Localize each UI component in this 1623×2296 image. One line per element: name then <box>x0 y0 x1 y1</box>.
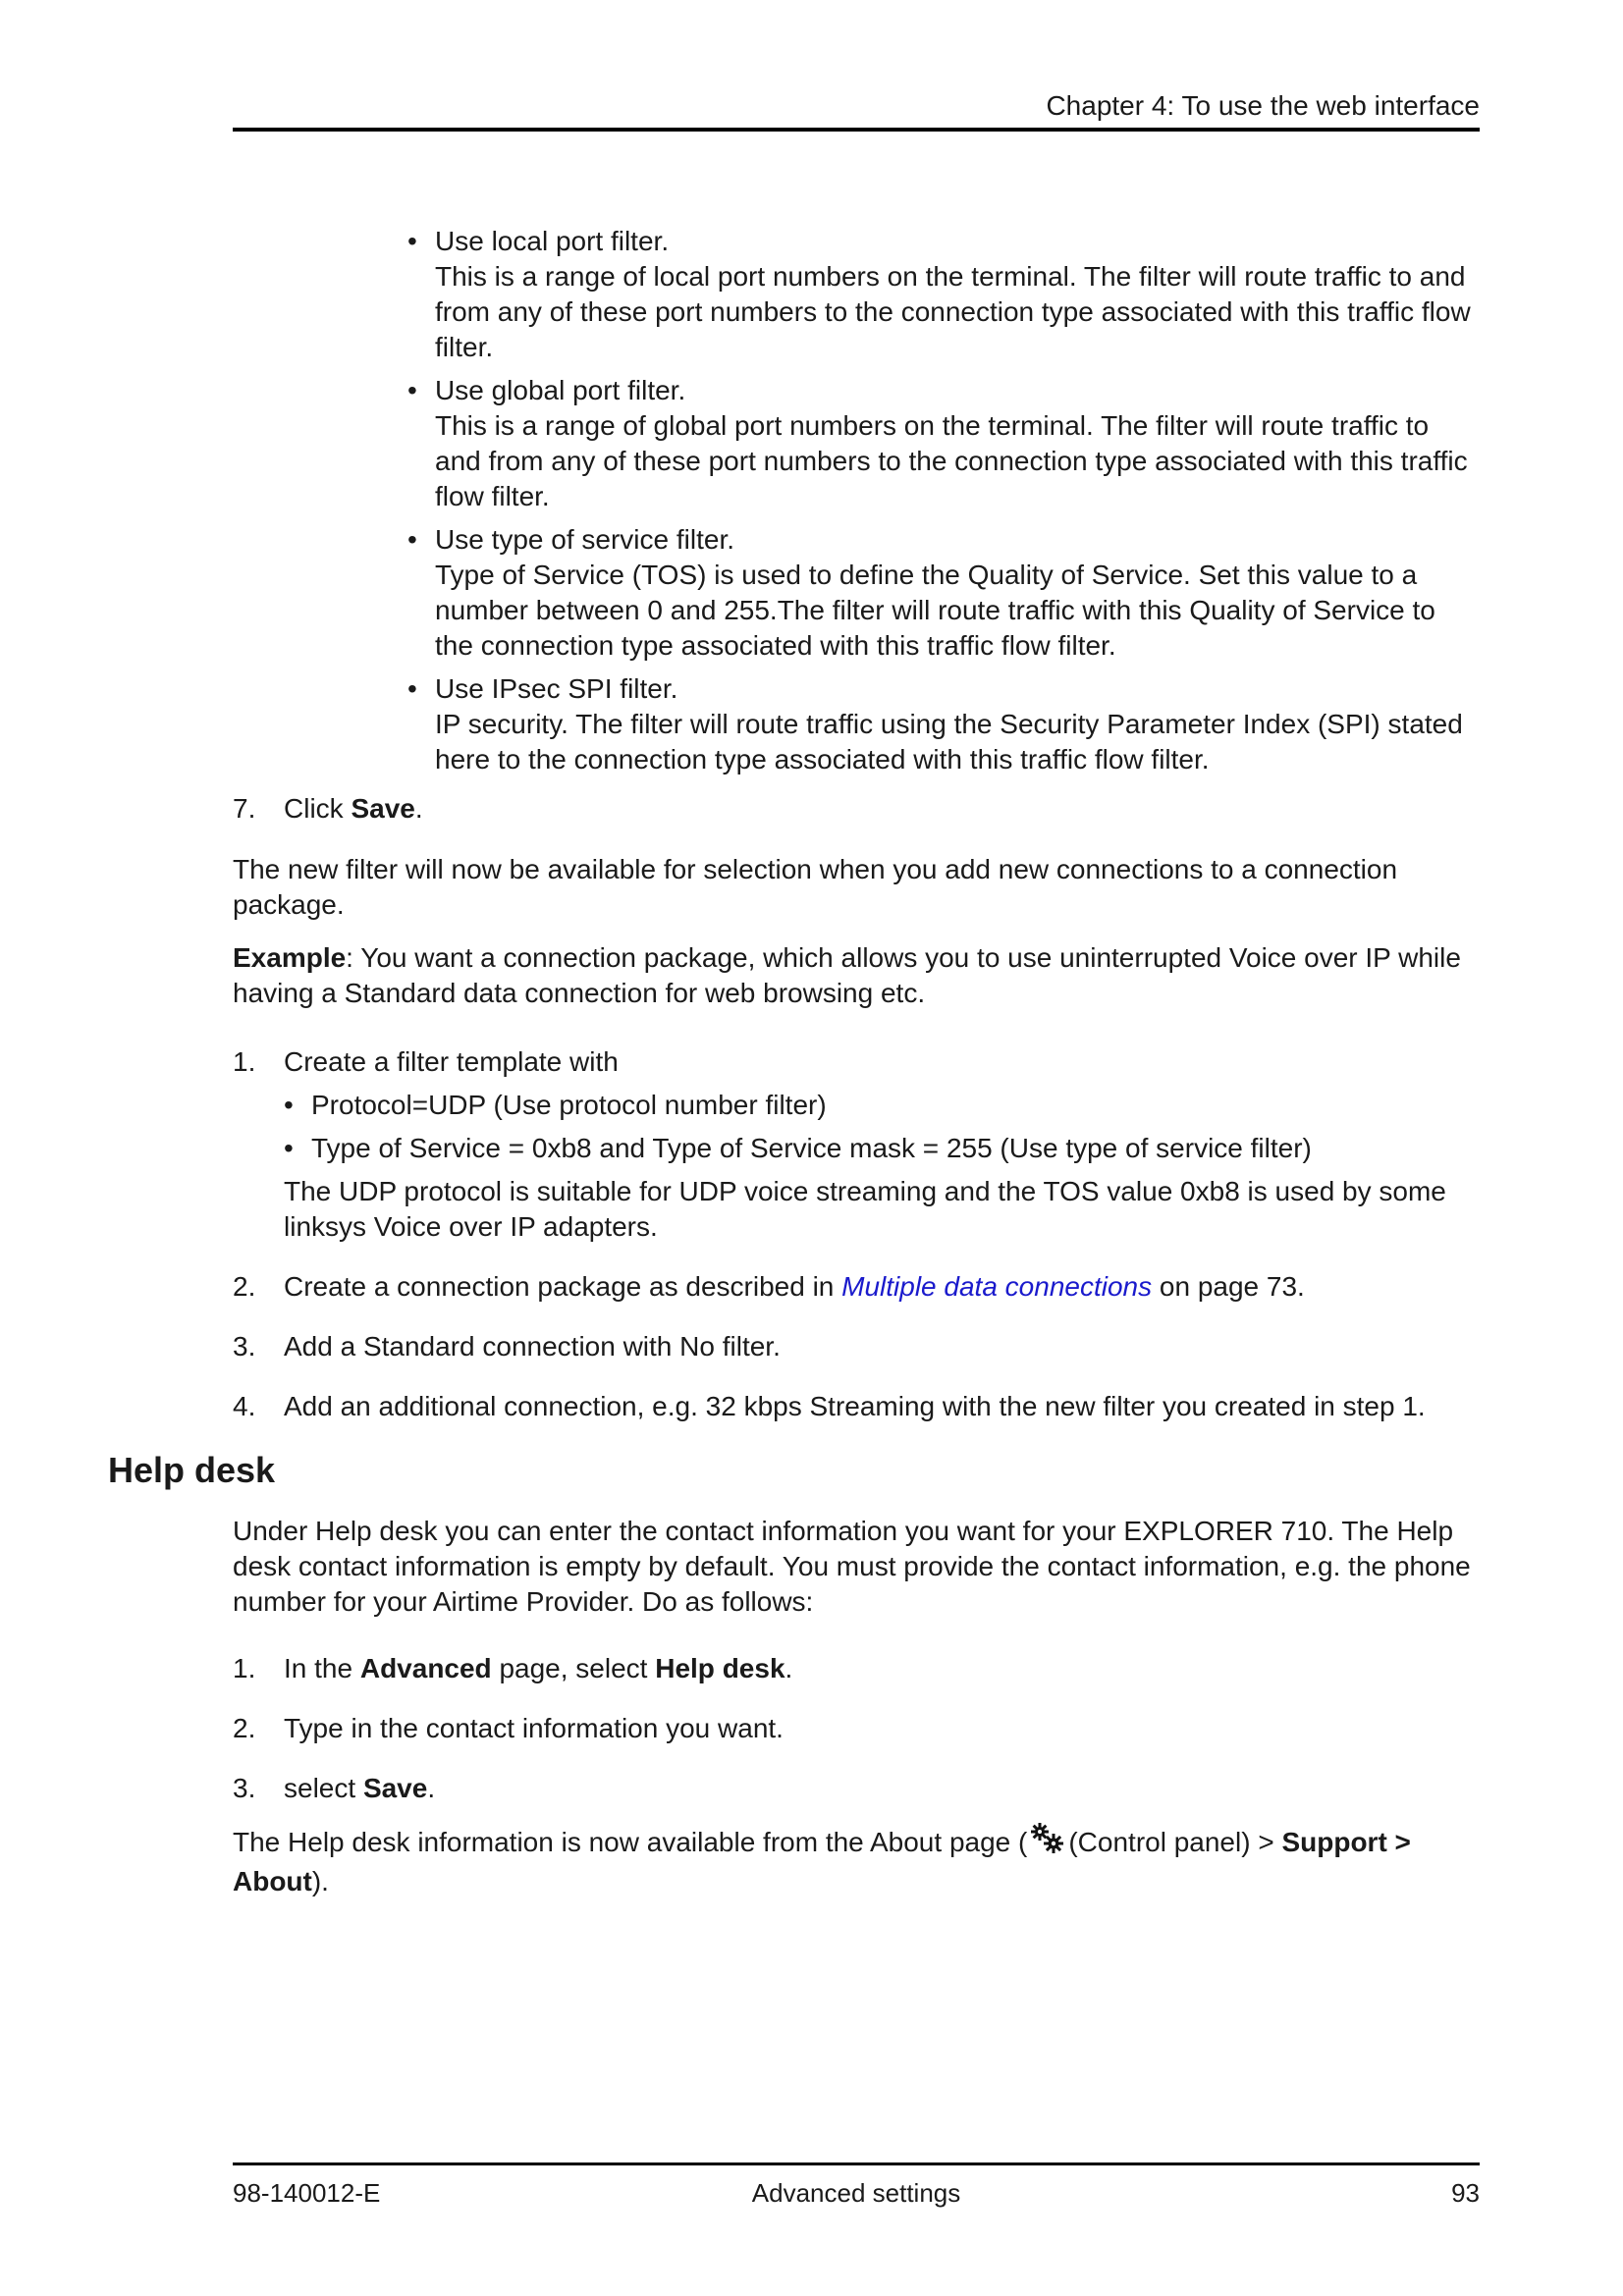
list-item: • Protocol=UDP (Use protocol number filter) <box>284 1088 1480 1123</box>
doc-number: 98-140012-E <box>233 2178 381 2208</box>
example-steps <box>233 1044 1480 1424</box>
list-item <box>407 224 1480 365</box>
udp-note: The UDP protocol is suitable for UDP voice streaming and the TOS value 0xb8 is used by some linksys Voice over IP adapters. <box>284 1176 1446 1242</box>
list-item: 3. select Save. <box>233 1773 436 1803</box>
header-rule <box>233 128 1480 132</box>
bullet-description: This is a range of local port numbers on the terminal. The filter will route traffic to and from any of these port numbers to the connection type associated with this traffic flow filter. <box>435 261 1471 362</box>
list-item: 2. Create a connection package as described in Multiple data connections on page 73. <box>233 1271 1305 1302</box>
help-desk-intro: Under Help desk you can enter the contact information you want for your EXPLORER 710. The Help desk contact information is empty by default. You must provide the contact information, e.g. the phone number for your Airtime Provider. Do as follows: <box>233 1516 1471 1617</box>
list-item <box>407 373 1480 514</box>
list-item <box>407 671 1480 777</box>
list-item: 3. Add a Standard connection with No filter. <box>233 1331 781 1362</box>
page-header <box>233 90 1480 130</box>
section-name: Advanced settings <box>751 2178 961 2208</box>
bullet-icon: • <box>407 524 417 555</box>
bullet-label: Use global port filter. <box>435 375 686 405</box>
list-item <box>407 522 1480 664</box>
control-panel-icon <box>1029 1822 1066 1864</box>
bullet-label: Use IPsec SPI filter. <box>435 673 678 704</box>
footer-rule <box>233 2163 1480 2165</box>
chapter-title: Chapter 4: To use the web interface <box>1046 90 1480 121</box>
filter-bullet-list <box>407 224 1480 777</box>
bullet-icon: • <box>407 673 417 704</box>
page-footer <box>233 2163 1480 2212</box>
multiple-data-connections-link[interactable]: Multiple data connections <box>841 1271 1153 1302</box>
bullet-icon: • <box>407 375 417 405</box>
bullet-icon: • <box>284 1133 294 1163</box>
example-paragraph: Example: You want a connection package, which allows you to use uninterrupted Voice over IP while having a Standard data connection for web browsing etc. <box>233 942 1461 1008</box>
page-content <box>108 224 1480 1899</box>
list-item: 4. Add an additional connection, e.g. 32 kbps Streaming with the new filter you created in step 1. <box>233 1391 1426 1421</box>
filter-template-bullets <box>284 1088 1480 1166</box>
list-item: 2. Type in the contact information you want. <box>233 1713 784 1743</box>
bullet-icon: • <box>284 1090 294 1120</box>
step-7: 7. Click Save. <box>233 791 1480 827</box>
new-filter-paragraph: The new filter will now be available for selection when you add new connections to a connection package. <box>233 854 1398 920</box>
bullet-label: Use type of service filter. <box>435 524 735 555</box>
bullet-description: Type of Service (TOS) is used to define the Quality of Service. Set this value to a number between 0 and 255.The filter will route traffic with this Quality of Service to the connection type associated with this traffic flow filter. <box>435 560 1435 661</box>
bullet-description: IP security. The filter will route traffic using the Security Parameter Index (SPI) stated here to the connection type associated with this traffic flow filter. <box>435 709 1463 774</box>
step-number: 7. <box>233 793 256 824</box>
bullet-label: Use local port filter. <box>435 226 670 256</box>
help-desk-steps <box>233 1651 1480 1806</box>
example-label: Example <box>233 942 347 973</box>
help-desk-heading: Help desk <box>108 1450 276 1490</box>
list-item: 1. Create a filter template with • Protocol=UDP (Use protocol number filter) • Type of Service = 0xb8 and Type of Service mask = 255 (Use type of service filter) The UDP protocol is suitable for UDP voice streaming and the TOS value 0xb8 is used by some linksys Voice over IP adapters. <box>233 1044 1480 1245</box>
help-desk-closing: The Help desk information is now available from the About page ( (Control panel) > Support > About). <box>233 1822 1480 1899</box>
list-item: • Type of Service = 0xb8 and Type of Service mask = 255 (Use type of service filter) <box>284 1131 1480 1166</box>
bullet-description: This is a range of global port numbers on the terminal. The filter will route traffic to and from any of these port numbers to the connection type associated with this traffic flow filter. <box>435 410 1468 511</box>
save-label: Save <box>351 793 415 824</box>
bullet-icon: • <box>407 226 417 256</box>
page-number: 93 <box>1451 2178 1480 2208</box>
list-item: 1. In the Advanced page, select Help desk. <box>233 1653 793 1683</box>
